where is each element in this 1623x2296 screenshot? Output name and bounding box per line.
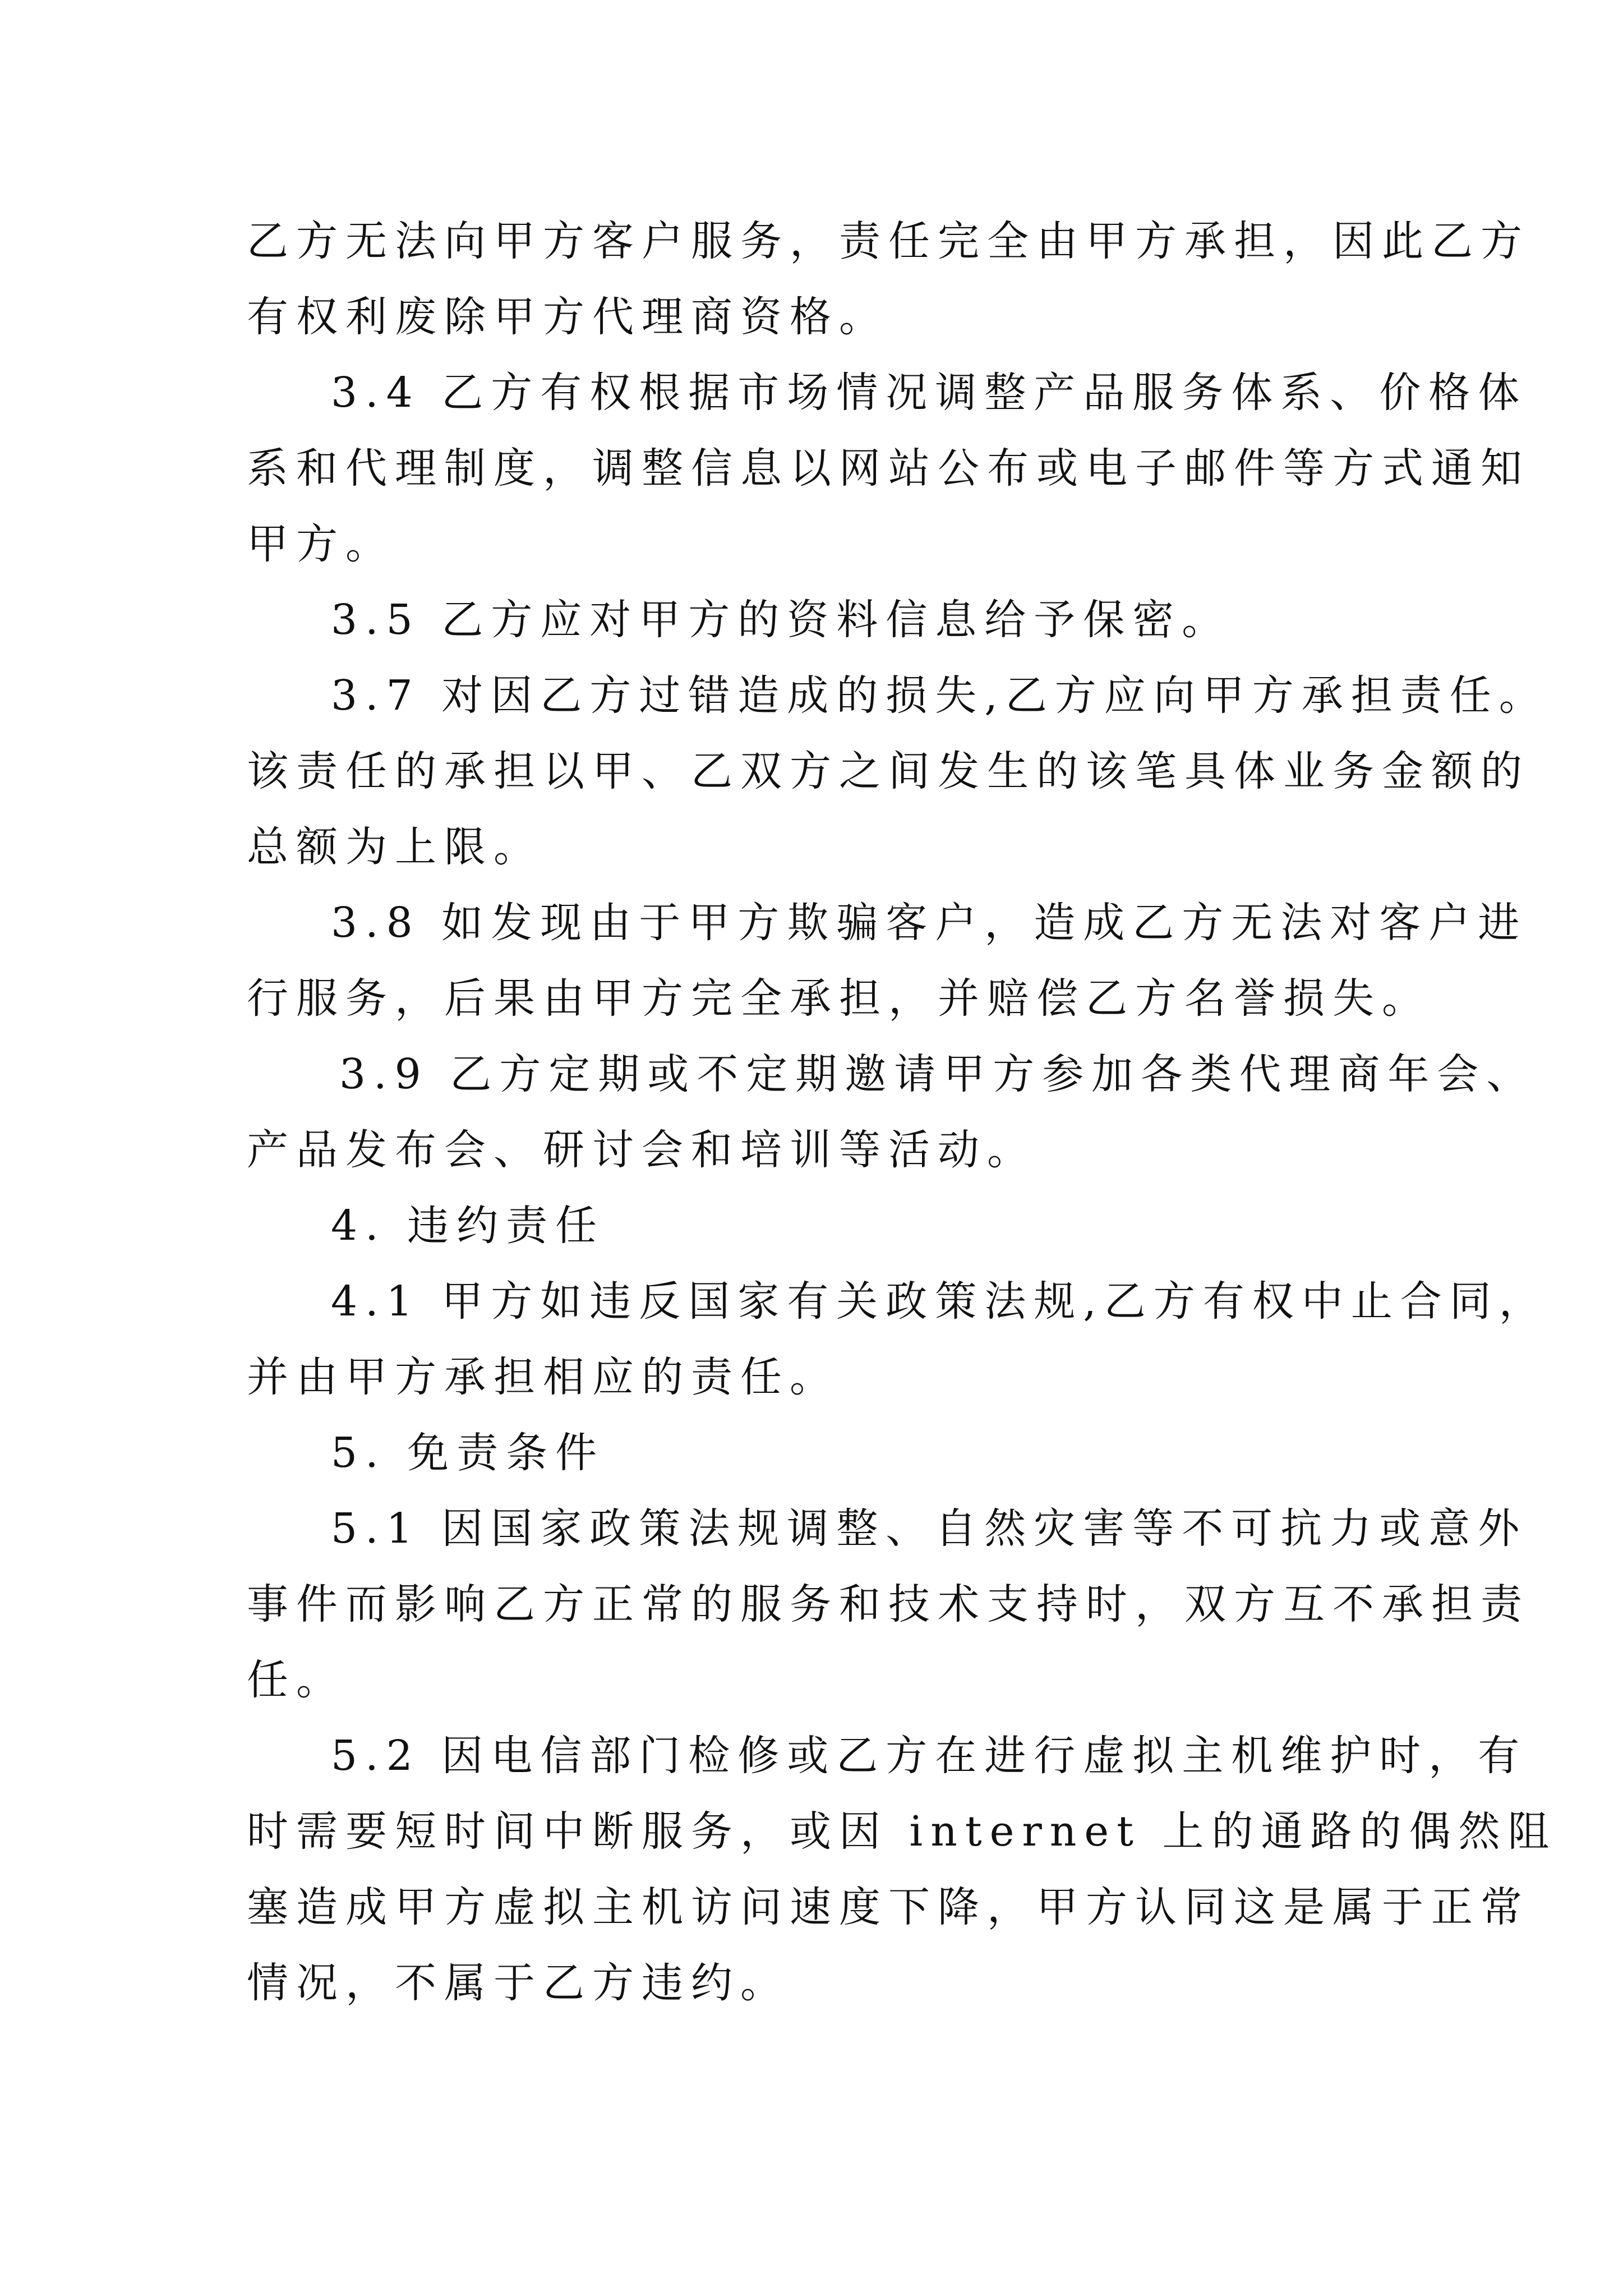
clause-5-1-line: 5.1 因国家政策法规调整、自然灾害等不可抗力或意外 <box>331 1504 1528 1553</box>
clause-4-1-line: 4.1 甲方如违反国家有关政策法规,乙方有权中止合同， <box>331 1277 1548 1326</box>
text-line: 系和代理制度，调整信息以网站公布或电子邮件等方式通知 <box>247 444 1530 493</box>
section-heading-5: 5. 免责条件 <box>331 1429 605 1477</box>
text-line: 行服务，后果由甲方完全承担，并赔偿乙方名誉损失。 <box>247 974 1431 1023</box>
text-line: 总额为上限。 <box>247 823 543 871</box>
clause-3-8-line: 3.8 如发现由于甲方欺骗客户，造成乙方无法对客户进 <box>331 899 1528 947</box>
section-heading-4: 4. 违约责任 <box>331 1202 605 1250</box>
text-line: 有权利废除甲方代理商资格。 <box>247 293 888 341</box>
text-line: 情况，不属于乙方违约。 <box>247 1959 790 2007</box>
clause-5-2-line: 5.2 因电信部门检修或乙方在进行虚拟主机维护时，有 <box>331 1732 1528 1780</box>
text-line: 甲方。 <box>247 520 395 568</box>
clause-3-4-line: 3.4 乙方有权根据市场情况调整产品服务体系、价格体 <box>331 369 1528 417</box>
text-line: 并由甲方承担相应的责任。 <box>247 1353 839 1401</box>
text-line: 事件而影响乙方正常的服务和技术支持时，双方互不承担责 <box>247 1580 1530 1628</box>
text-line: 乙方无法向甲方客户服务，责任完全由甲方承担，因此乙方 <box>247 217 1530 265</box>
text-line: 该责任的承担以甲、乙双方之间发生的该笔具体业务金额的 <box>247 747 1530 795</box>
clause-3-7-line: 3.7 对因乙方过错造成的损失,乙方应向甲方承担责任。 <box>331 671 1548 720</box>
text-line: 产品发布会、研讨会和培训等活动。 <box>247 1126 1036 1174</box>
clause-3-5-line: 3.5 乙方应对甲方的资料信息给予保密。 <box>331 596 1232 644</box>
clause-3-9-line: 3.9 乙方定期或不定期邀请甲方参加各类代理商年会、 <box>339 1050 1536 1098</box>
text-line: 时需要短时间中断服务，或因 internet 上的通路的偶然阻 <box>247 1807 1557 1856</box>
text-line: 塞造成甲方虚拟主机访问速度下降，甲方认同这是属于正常 <box>247 1883 1530 1931</box>
text-line: 任。 <box>247 1656 345 1704</box>
